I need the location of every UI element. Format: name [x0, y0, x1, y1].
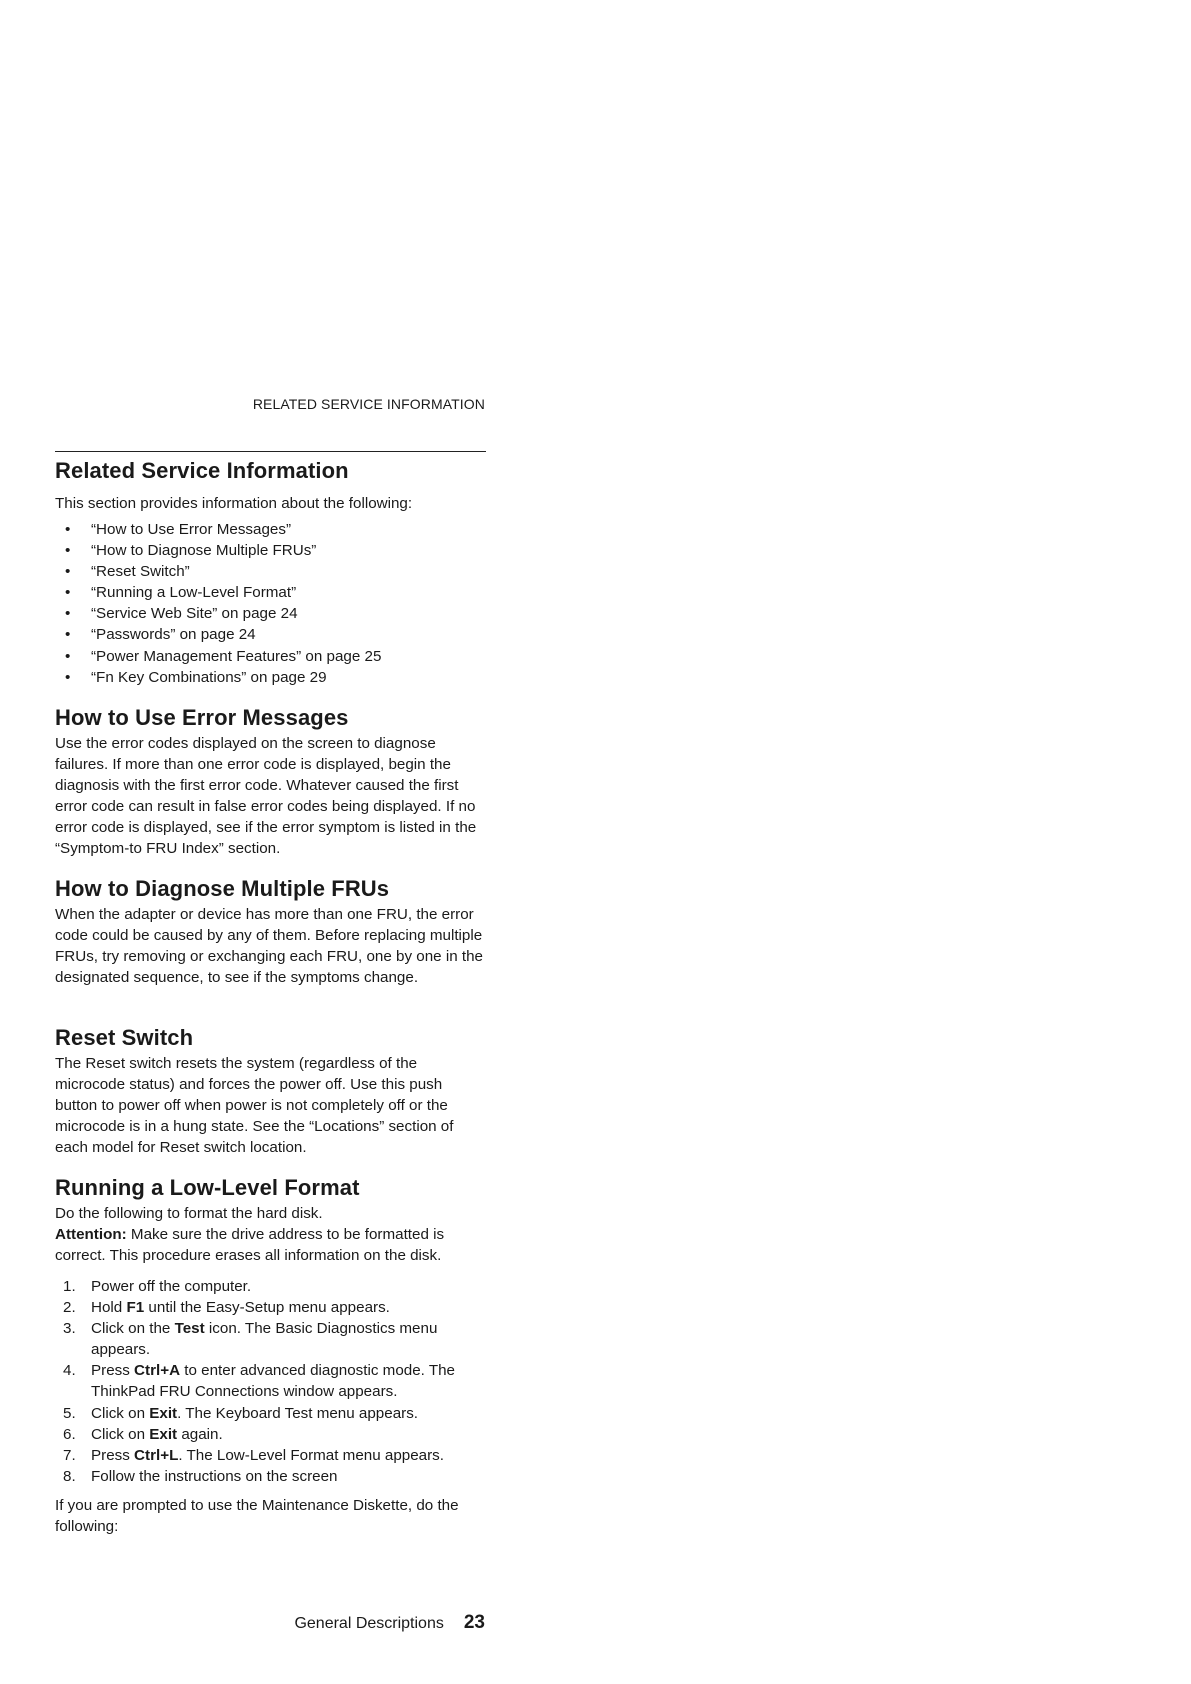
low-level-format-intro: Do the following to format the hard disk.	[55, 1205, 323, 1222]
list-item: 8. Follow the instructions on the screen	[63, 1467, 338, 1485]
list-item: • “Power Management Features” on page 25	[55, 646, 487, 667]
bullet-icon: •	[65, 563, 71, 581]
list-item: • “Service Web Site” on page 24	[55, 603, 487, 624]
multiple-frus-body: When the adapter or device has more than one FRU, the error code could be caused by any of them. Before replacing multiple FRUs, try removing or exchanging each FRU, one by one in the designated sequence, to see if the symptoms change.	[55, 906, 483, 987]
list-item: 2. Hold F1 until the Easy-Setup menu appears.	[63, 1299, 390, 1317]
attention-label: Attention:	[55, 1226, 127, 1243]
bullet-icon: •	[65, 668, 71, 686]
section-intro: This section provides information about the following:	[55, 495, 413, 512]
heading-error-messages: How to Use Error Messages	[55, 705, 349, 730]
heading-reset-switch: Reset Switch	[55, 1025, 194, 1050]
bullet-icon: •	[65, 605, 71, 623]
list-item: • “Running a Low-Level Format”	[55, 582, 487, 603]
bullet-icon: •	[65, 647, 71, 665]
list-item: 6. Click on Exit again.	[63, 1425, 223, 1443]
list-item: 4. Press Ctrl+A to enter advanced diagnostic mode. The ThinkPad FRU Connections window appears.	[63, 1362, 456, 1401]
footer-label: General Descriptions	[294, 1615, 444, 1632]
bullet-icon: •	[65, 626, 71, 644]
list-item: • “Passwords” on page 24	[55, 624, 487, 645]
closing-note: If you are prompted to use the Maintenance Diskette, do the following:	[55, 1497, 459, 1536]
attention-text: Make sure the drive address to be formatted is correct. This procedure erases all information on the disk.	[55, 1226, 445, 1265]
reset-switch-body: The Reset switch resets the system (regardless of the microcode status) and forces the power off. Use this push button to power off when power is not completely off or the microcode is in a hung state. See the “Locations” section of each model for Reset switch location.	[55, 1055, 454, 1157]
list-item: • “Reset Switch”	[55, 561, 487, 582]
list-item: • “How to Use Error Messages”	[55, 519, 487, 540]
list-item: 3. Click on the Test icon. The Basic Diagnostics menu appears.	[63, 1320, 438, 1359]
list-item: • “Fn Key Combinations” on page 29	[55, 667, 487, 688]
attention-note	[55, 1224, 487, 1266]
list-item: • “How to Diagnose Multiple FRUs”	[55, 540, 487, 561]
header-rule	[55, 451, 486, 452]
page-number: 23	[463, 1612, 485, 1633]
bullet-icon: •	[65, 542, 71, 560]
running-head: RELATED SERVICE INFORMATION	[252, 396, 485, 412]
page-footer	[55, 1612, 485, 1634]
bullet-icon: •	[65, 521, 71, 538]
topic-list	[55, 519, 487, 688]
list-item: 1. Power off the computer.	[63, 1278, 252, 1295]
page-title: Related Service Information	[55, 458, 349, 483]
format-steps	[55, 1276, 487, 1487]
heading-multiple-frus: How to Diagnose Multiple FRUs	[55, 876, 390, 901]
list-item: 7. Press Ctrl+L. The Low-Level Format menu appears.	[63, 1446, 444, 1464]
list-item: 5. Click on Exit. The Keyboard Test menu appears.	[63, 1404, 419, 1422]
heading-low-level-format: Running a Low-Level Format	[55, 1175, 360, 1200]
error-messages-body: Use the error codes displayed on the screen to diagnose failures. If more than one error code is displayed, begin the diagnosis with the first error code. Whatever caused the first error code can result in false error codes being displayed. If no error code is displayed, see if the error symptom is listed in the “Symptom-to FRU Index” section.	[55, 735, 477, 858]
bullet-icon: •	[65, 584, 71, 602]
